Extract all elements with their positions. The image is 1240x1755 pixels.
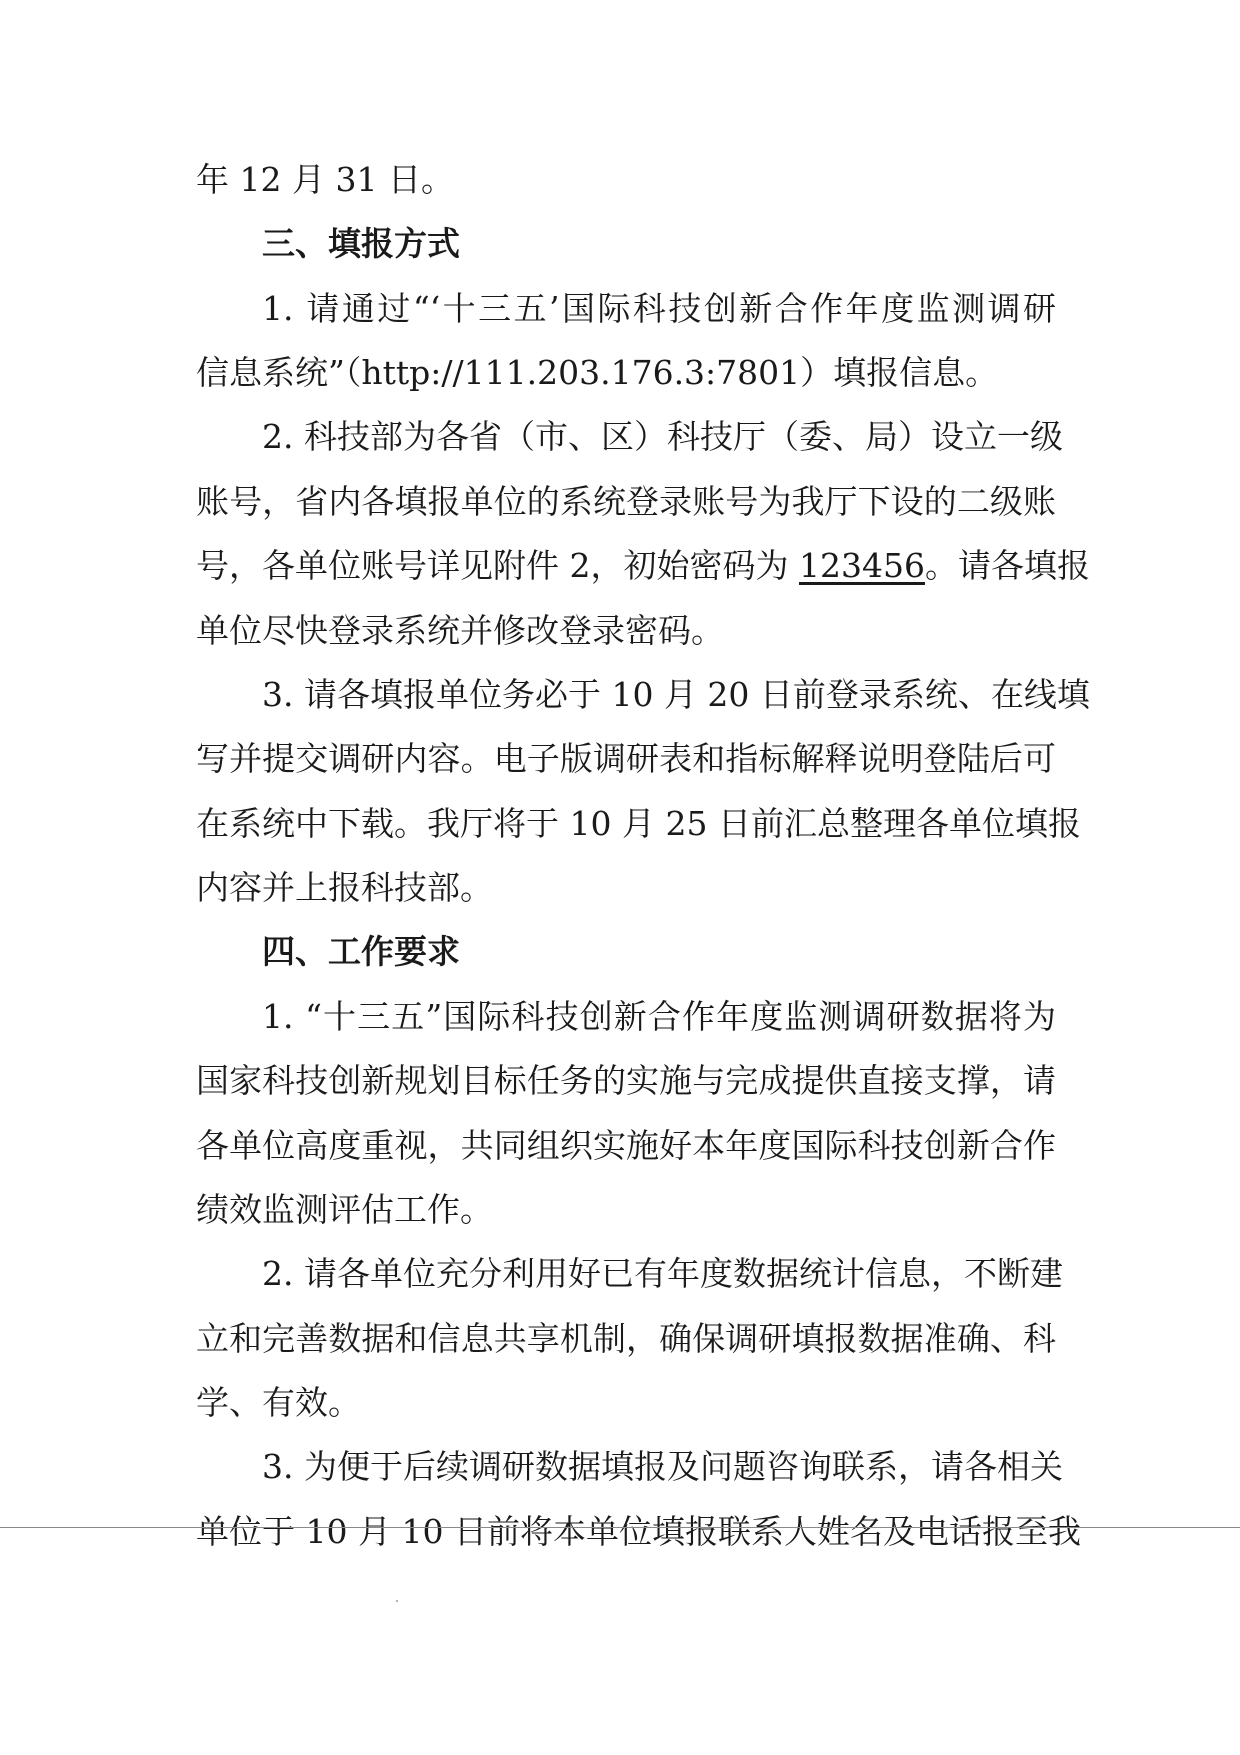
scan-speck xyxy=(396,1600,398,1602)
text-line: 在系统中下载。我厅将于 10 月 25 日前汇总整理各单位填报 xyxy=(196,804,1081,843)
text-line: 立和完善数据和信息共享机制，确保调研填报数据准确、科 xyxy=(196,1319,1056,1358)
text-line: 绩效监测评估工作。 xyxy=(196,1190,493,1229)
text-line: 国家科技创新规划目标任务的实施与完成提供直接支撑，请 xyxy=(196,1061,1056,1100)
text-line: 3. 为便于后续调研数据填报及问题咨询联系，请各相关 xyxy=(262,1447,1063,1486)
text-line: 1. “十三五”国际科技创新合作年度监测调研数据将为 xyxy=(262,997,1056,1036)
text-segment: 号，各单位账号详见附件 2，初始密码为 xyxy=(196,546,799,585)
text-line: 3. 请各填报单位务必于 10 月 20 日前登录系统、在线填 xyxy=(262,675,1090,714)
text-segment: 。请各填报 xyxy=(924,546,1090,585)
text-line xyxy=(196,536,1090,596)
text-line: 单位于 10 月 10 日前将本单位填报联系人姓名及电话报至我 xyxy=(196,1512,1081,1551)
text-line: 年 12 月 31 日。 xyxy=(196,160,454,199)
page-fold-line xyxy=(0,1527,1240,1528)
initial-password: 123456 xyxy=(798,546,925,585)
section-heading-work-requirements: 四、工作要求 xyxy=(262,932,460,971)
text-line: 2. 科技部为各省（市、区）科技厅（委、局）设立一级 xyxy=(262,417,1063,456)
section-heading-fill-method: 三、填报方式 xyxy=(262,224,460,263)
text-line: 各单位高度重视，共同组织实施好本年度国际科技创新合作 xyxy=(196,1126,1056,1165)
text-line: 2. 请各单位充分利用好已有年度数据统计信息，不断建 xyxy=(262,1254,1063,1293)
text-line: 单位尽快登录系统并修改登录密码。 xyxy=(196,611,724,650)
text-line: 学、有效。 xyxy=(196,1383,361,1422)
text-line: 账号，省内各填报单位的系统登录账号为我厅下设的二级账 xyxy=(196,482,1056,521)
text-line: 写并提交调研内容。电子版调研表和指标解释说明登陆后可 xyxy=(196,739,1056,778)
text-line: 信息系统”（http://111.203.176.3:7801）填报信息。 xyxy=(196,353,999,392)
text-line: 内容并上报科技部。 xyxy=(196,868,493,907)
text-line: 1. 请通过“‘十三五’国际科技创新合作年度监测调研 xyxy=(262,289,1056,328)
